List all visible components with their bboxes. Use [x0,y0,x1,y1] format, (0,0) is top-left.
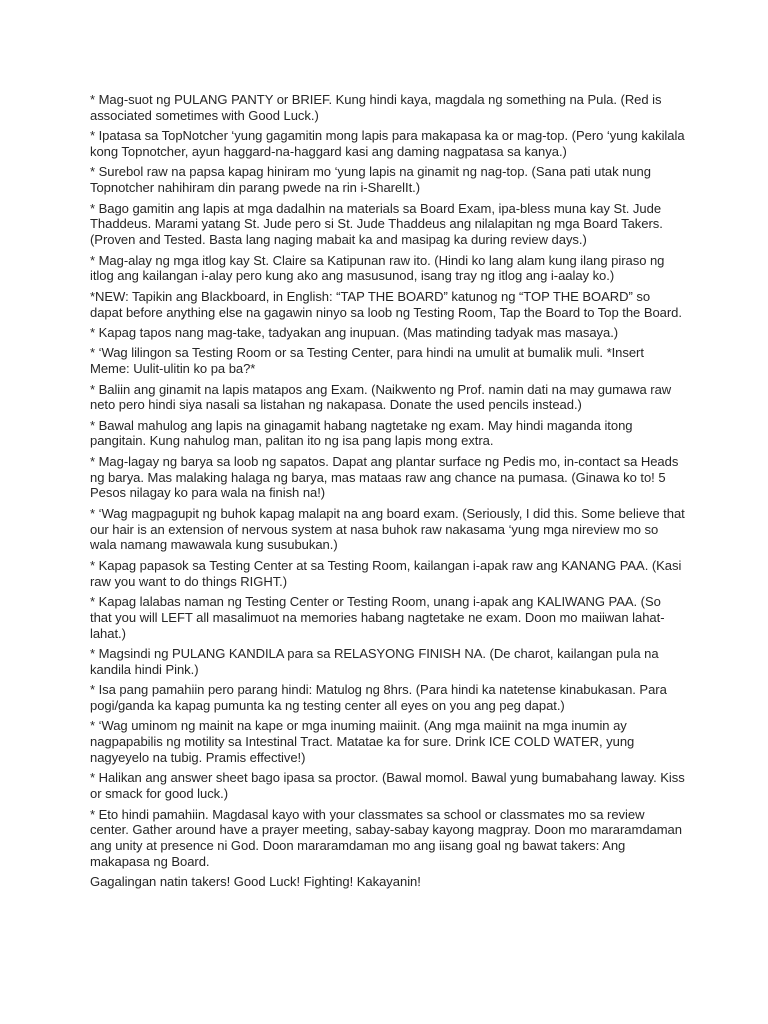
paragraph-kiss-answer-sheet: * Halikan ang answer sheet bago ipasa sa proctor. (Bawal momol. Bawal yung bumabahang laway. Kiss or smack for good luck.) [90,770,685,802]
paragraph-kick-chair: * Kapag tapos nang mag-take, tadyakan ang inupuan. (Mas matinding tadyak mas masaya.) [90,324,619,340]
paragraph-no-looking-back: * ‘Wag lilingon sa Testing Room or sa Testing Center, para hindi na umulit at bumalik muli. *Insert Meme: Uulit-ulitin ko pa ba?* [90,345,644,377]
paragraph-offer-eggs: * Mag-alay ng mga itlog kay St. Claire sa Katipunan raw ito. (Hindi ko lang alam kung ilang piraso ng itlog ang kailangan i-alay pero kung ako ang masusunod, isang tray ng itlog ang i-aalay ko.) [90,252,665,284]
paragraph-bless-materials: * Bago gamitin ang lapis at mga dadalhin na materials sa Board Exam, ipa-bless muna kay St. Jude Thaddeus. Marami yatang St. Jude pero si St. Jude Thaddeus ang nilalapitan ng mga Board Takers. (Proven and Tested. Basta lang naging mabait ka and masipag ka during review days.) [90,200,663,248]
paragraph-topnotcher-sharpen: * Ipatasa sa TopNotcher ‘yung gagamitin mong lapis para makapasa ka or mag-top. (Pero ‘yung kakilala kong Topnotcher, ayun haggard-na-haggard kasi ang daming nagpatasa sa kanya.) [90,128,685,159]
paragraph-closing-cheer: Gagalingan natin takers! Good Luck! Fighting! Kakayanin! [90,874,421,890]
paragraph-tap-the-board: *NEW: Tapikin ang Blackboard, in English: “TAP THE BOARD” katunog ng “TOP THE BOARD” so dapat before anything else na gagawin ninyo sa loob ng Testing Room, Tap the Board to Top the Board. [90,288,682,320]
paragraph-no-dropping-pencil: * Bawal mahulog ang lapis na ginagamit habang nagtetake ng exam. May hindi maganda itong pangitain. Kung nahulog man, palitan ito ng isa pang lapis mong extra. [90,417,633,449]
paragraph-prayer-meeting: * Eto hindi pamahiin. Magdasal kayo with your classmates sa school or classmates mo sa review center. Gather around have a prayer meeting, sabay-sabay kayong magpray. Doon mo mararamdaman ang unity at presence ni God. Doon mararamdaman mo ang iisang goal ng bawat takers: Ang makapasa ng Board. [90,806,682,869]
paragraph-no-hot-drinks: * ‘Wag uminom ng mainit na kape or mga inuming maiinit. (Ang mga maiinit na mga inumin ay nagpapabilis ng motility sa Intestinal Tract. Matatae ka for sure. Drink ICE COLD WATER, yung nagyeyelo na tubig. Pramis effective!) [90,718,635,765]
document-body [90,92,685,895]
paragraph-right-foot-enter: * Kapag papasok sa Testing Center at sa Testing Room, kailangan i-apak raw ang KANANG PAA. (Kasi raw you want to do things RIGHT.) [90,557,682,589]
paragraph-red-candle: * Magsindi ng PULANG KANDILA para sa RELASYONG FINISH NA. (De charot, kailangan pula na kandila hindi Pink.) [90,646,659,677]
paragraph-borrow-pencil: * Surebol raw na papsa kapag hiniram mo ‘yung lapis na ginamit ng nag-top. (Sana pati utak nung Topnotcher nahihiram din parang pwede na rin i-SharelIt.) [90,164,651,196]
paragraph-left-foot-exit: * Kapag lalabas naman ng Testing Center or Testing Room, unang i-apak ang KALIWANG PAA. (So that you will LEFT all masalimuot na memories habang nagtetake ne exam. Doon mo maiiwan lahat-lahat.) [90,594,665,641]
paragraph-no-haircut: * ‘Wag magpagupit ng buhok kapag malapit na ang board exam. (Seriously, I did this. Some believe that our hair is an extension of nervous system at nasa buhok raw nakasama ‘yung mga nireview mo so wala namang mawawala kung susubukan.) [90,505,685,553]
paragraph-break-pencil: * Baliin ang ginamit na lapis matapos ang Exam. (Naikwento ng Prof. namin dati na may gumawa raw neto pero hindi siya nasali sa listahan ng nakapasa. Donate the used pencils instead.) [90,381,672,413]
paragraph-sleep-8hrs: * Isa pang pamahiin pero parang hindi: Matulog ng 8hrs. (Para hindi ka natetense kinabukasan. Para pogi/ganda ka kapag pumunta ka ng testing center all eyes on you ang peg dapat.) [90,682,667,713]
paragraph-red-underwear: * Mag-suot ng PULANG PANTY or BRIEF. Kung hindi kaya, magdala ng something na Pula. (Red is associated sometimes with Good Luck.) [90,92,662,123]
paragraph-coin-in-shoe: * Mag-lagay ng barya sa loob ng sapatos. Dapat ang plantar surface ng Pedis mo, in-contact sa Heads ng barya. Mas malaking halaga ng barya, mas mataas raw ang chance na pumasa. (Ginawa ko to! 5 Pesos nilagay ko para wala na finish na!) [90,453,679,501]
